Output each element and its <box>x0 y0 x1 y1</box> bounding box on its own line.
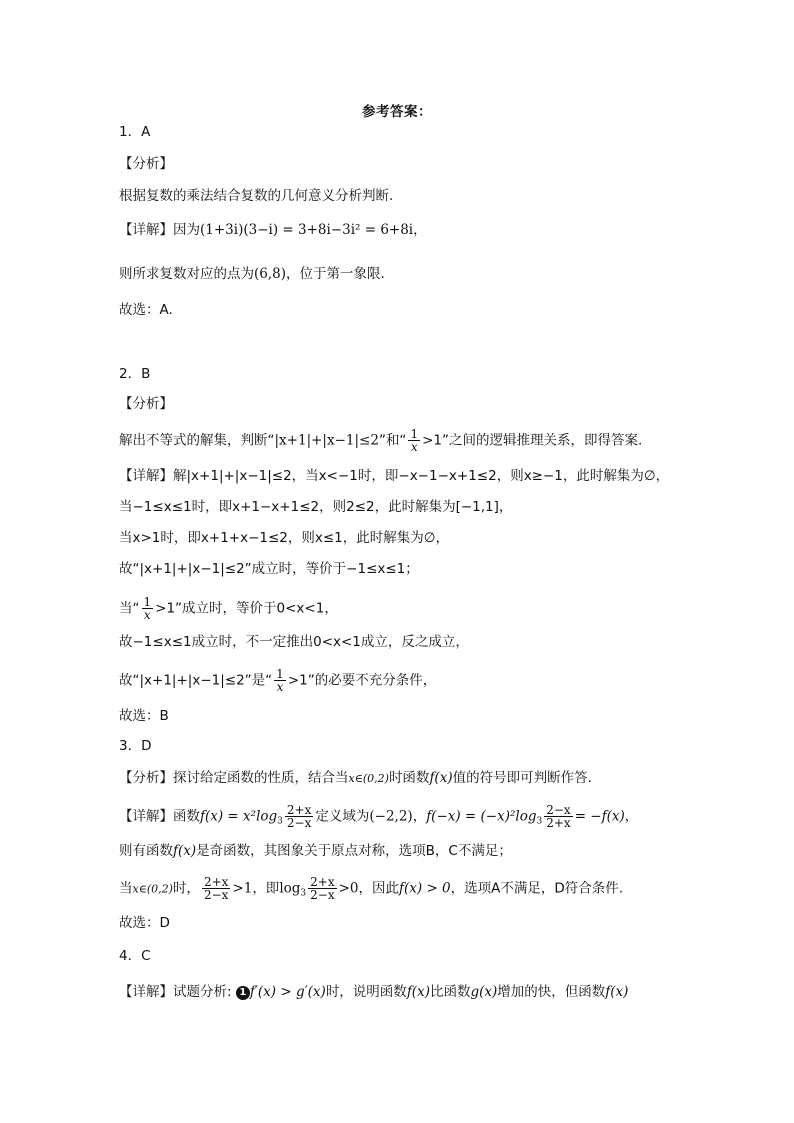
page-title: 参考答案： <box>362 104 432 120</box>
q3-d3-log: log <box>279 880 301 897</box>
q3-detail-line-2 <box>119 841 679 861</box>
q2-number: 2．B <box>119 366 151 382</box>
q2-l5-a: 当“ <box>119 600 140 617</box>
q1-analysis-tag: 【分析】 <box>119 156 173 172</box>
q3-detail-line-1 <box>119 804 679 832</box>
q3-number: 3．D <box>119 738 152 754</box>
q1-detail-end: ， <box>413 222 427 238</box>
q1-analysis: 根据复数的乘法结合复数的几何意义分析判断. <box>119 188 394 204</box>
q4-d1-math: f′(x) > g′(x) <box>249 984 326 1000</box>
q1-detail-tag: 【详解】 <box>119 222 173 238</box>
q3-d2-a: 则有函数 <box>119 843 173 859</box>
q3-d1-base: 3 <box>277 816 283 827</box>
q3-d2-b: 是奇函数，其图象关于原点对称，选项B，C不满足； <box>196 843 512 859</box>
q3-d3-c: >1 <box>232 880 253 897</box>
q2-detail-line-4: 故“|x+1|+|x−1|≤2”成立时，等价于−1≤x≤1； <box>119 561 419 577</box>
q2-analysis-line <box>119 428 679 453</box>
q3-d3-math: x∈(0,2) <box>132 882 173 896</box>
frac-numerator: 1 <box>276 667 284 681</box>
q3-d1-c: ， <box>412 808 427 825</box>
frac-numerator: 1 <box>410 427 419 441</box>
q2-detail-line-3: 当x>1时，即x+1+x−1≤2，则x≤1，此时解集为∅， <box>119 530 450 546</box>
q3-analysis-f: f(x) <box>429 770 453 786</box>
q4-d1-f2: f(x) <box>605 984 629 1000</box>
q2-detail-line-5 <box>119 596 679 621</box>
q4-d1-d: 增加的快，但函数 <box>497 984 606 1000</box>
q3-d3-f: ，因此 <box>358 880 400 897</box>
q2-detail-tag: 【详解】 <box>119 468 173 484</box>
q3-d1-f: f(x) = x²log <box>200 808 278 825</box>
frac-denominator: x <box>410 440 418 454</box>
q3-detail-tag: 【详解】 <box>119 808 173 825</box>
q3-d3-d: ，即 <box>252 880 280 897</box>
q3-d3-g: ，选项A不满足，D符合条件. <box>450 880 624 897</box>
q2-analysis-tag: 【分析】 <box>119 396 173 412</box>
q3-analysis-b: 时函数 <box>388 770 430 786</box>
q4-d1-b: 时，说明函数 <box>325 984 407 1000</box>
q3-d3-b: 时， <box>172 880 200 897</box>
q2-fraction <box>142 596 154 621</box>
q2-detail-line-6: 故−1≤x≤1成立时，不一定推出0<x<1成立，反之成立， <box>119 634 469 650</box>
frac-numerator: 1 <box>143 595 152 609</box>
q2-analysis-a: 解出不等式的解集，判断“ <box>119 432 275 449</box>
q3-d3-fraction-2 <box>308 876 336 901</box>
q1-detail-line <box>119 220 679 240</box>
q3-d1-a: 函数 <box>173 808 200 825</box>
q2-fraction <box>274 668 286 693</box>
q2-analysis-ineq: |x+1|+|x−1|≤2 <box>274 432 379 449</box>
q1-answer: 故选：A. <box>119 302 173 318</box>
q4-d1-g: g(x) <box>470 984 498 1000</box>
q1-point-text-b: ，位于第一象限. <box>286 266 385 282</box>
circled-one-icon: 1 <box>236 986 250 1000</box>
frac-denominator: 2−x <box>310 888 335 902</box>
q2-l7-a: 故“|x+1|+|x−1|≤2”是“ <box>119 672 273 689</box>
q3-d2-f: f(x) <box>173 843 197 859</box>
q2-detail-l1: 解|x+1|+|x−1|≤2，当x<−1时，即−x−1−x+1≤2，则x≥−1，此时解集为∅， <box>173 468 670 484</box>
frac-denominator: x <box>276 680 284 694</box>
frac-denominator: x <box>143 608 151 622</box>
q3-analysis-line <box>119 768 679 789</box>
frac-denominator: 2+x <box>546 816 571 830</box>
q3-d3-fraction <box>202 876 230 901</box>
q1-point: (6,8) <box>254 266 287 282</box>
q4-d1-a: 试题分析: <box>173 984 236 1000</box>
q3-d3-e: >0 <box>338 880 359 897</box>
frac-numerator: 2+x <box>286 803 312 817</box>
q3-d1-b: 定义域为 <box>315 808 370 825</box>
q3-d1-domain: (−2,2) <box>369 808 413 825</box>
q1-point-line <box>119 264 679 284</box>
q3-d1-fraction <box>285 804 313 829</box>
q2-analysis-b: ”和“ <box>378 432 407 449</box>
q4-detail-tag: 【详解】 <box>119 984 173 1000</box>
q4-detail-line-1 <box>119 982 679 1002</box>
frac-denominator: 2−x <box>286 816 312 830</box>
q4-number: 4．C <box>119 948 151 964</box>
q3-d1-fraction-2 <box>544 804 572 829</box>
q3-d1-h: = −f(x) <box>574 808 625 825</box>
q3-d3-base: 3 <box>300 888 307 899</box>
q3-answer: 故选：D <box>119 915 170 931</box>
q3-d1-base2: 3 <box>536 816 543 827</box>
q3-d1-end: ， <box>624 808 639 825</box>
q3-analysis-c: 值的符号即可判断作答. <box>452 770 592 786</box>
q2-l7-b: >1”的必要不充分条件， <box>287 672 437 689</box>
q3-d1-g: f(−x) = (−x)²log <box>426 808 537 825</box>
frac-denominator: 2−x <box>203 888 229 902</box>
q3-d3-fx: f(x) > 0 <box>399 880 451 897</box>
q2-analysis-c: >1”之间的逻辑推理关系，即得答案. <box>422 432 643 449</box>
frac-numerator: 2+x <box>203 875 229 889</box>
q3-detail-line-3 <box>119 876 679 904</box>
q2-detail-line-1 <box>119 466 679 486</box>
q4-d1-f: f(x) <box>406 984 430 1000</box>
q1-point-text: 则所求复数对应的点为 <box>119 266 254 282</box>
q2-fraction <box>408 428 420 453</box>
q3-analysis-a: 探讨给定函数的性质，结合当 <box>173 770 349 786</box>
q2-l5-b: >1”成立时，等价于0<x<1， <box>155 600 338 617</box>
q3-analysis-tag: 【分析】 <box>119 770 173 786</box>
q1-number: 1．A <box>119 124 151 140</box>
q2-answer: 故选：B <box>119 708 169 724</box>
q4-d1-c: 比函数 <box>429 984 471 1000</box>
q2-detail-line-7 <box>119 668 679 693</box>
q1-detail-text: 因为 <box>173 222 200 238</box>
q2-detail-line-2: 当−1≤x≤1时，即x+1−x+1≤2，则2≤2，此时解集为[−1,1]， <box>119 499 513 515</box>
frac-numerator: 2+x <box>310 875 335 889</box>
q1-detail-math: (1+3i)(3−i) = 3+8i−3i² = 6+8i <box>200 222 414 238</box>
q3-d3-a: 当 <box>119 880 133 897</box>
frac-numerator: 2−x <box>546 803 571 817</box>
q3-analysis-math: x∈(0,2) <box>348 772 389 785</box>
